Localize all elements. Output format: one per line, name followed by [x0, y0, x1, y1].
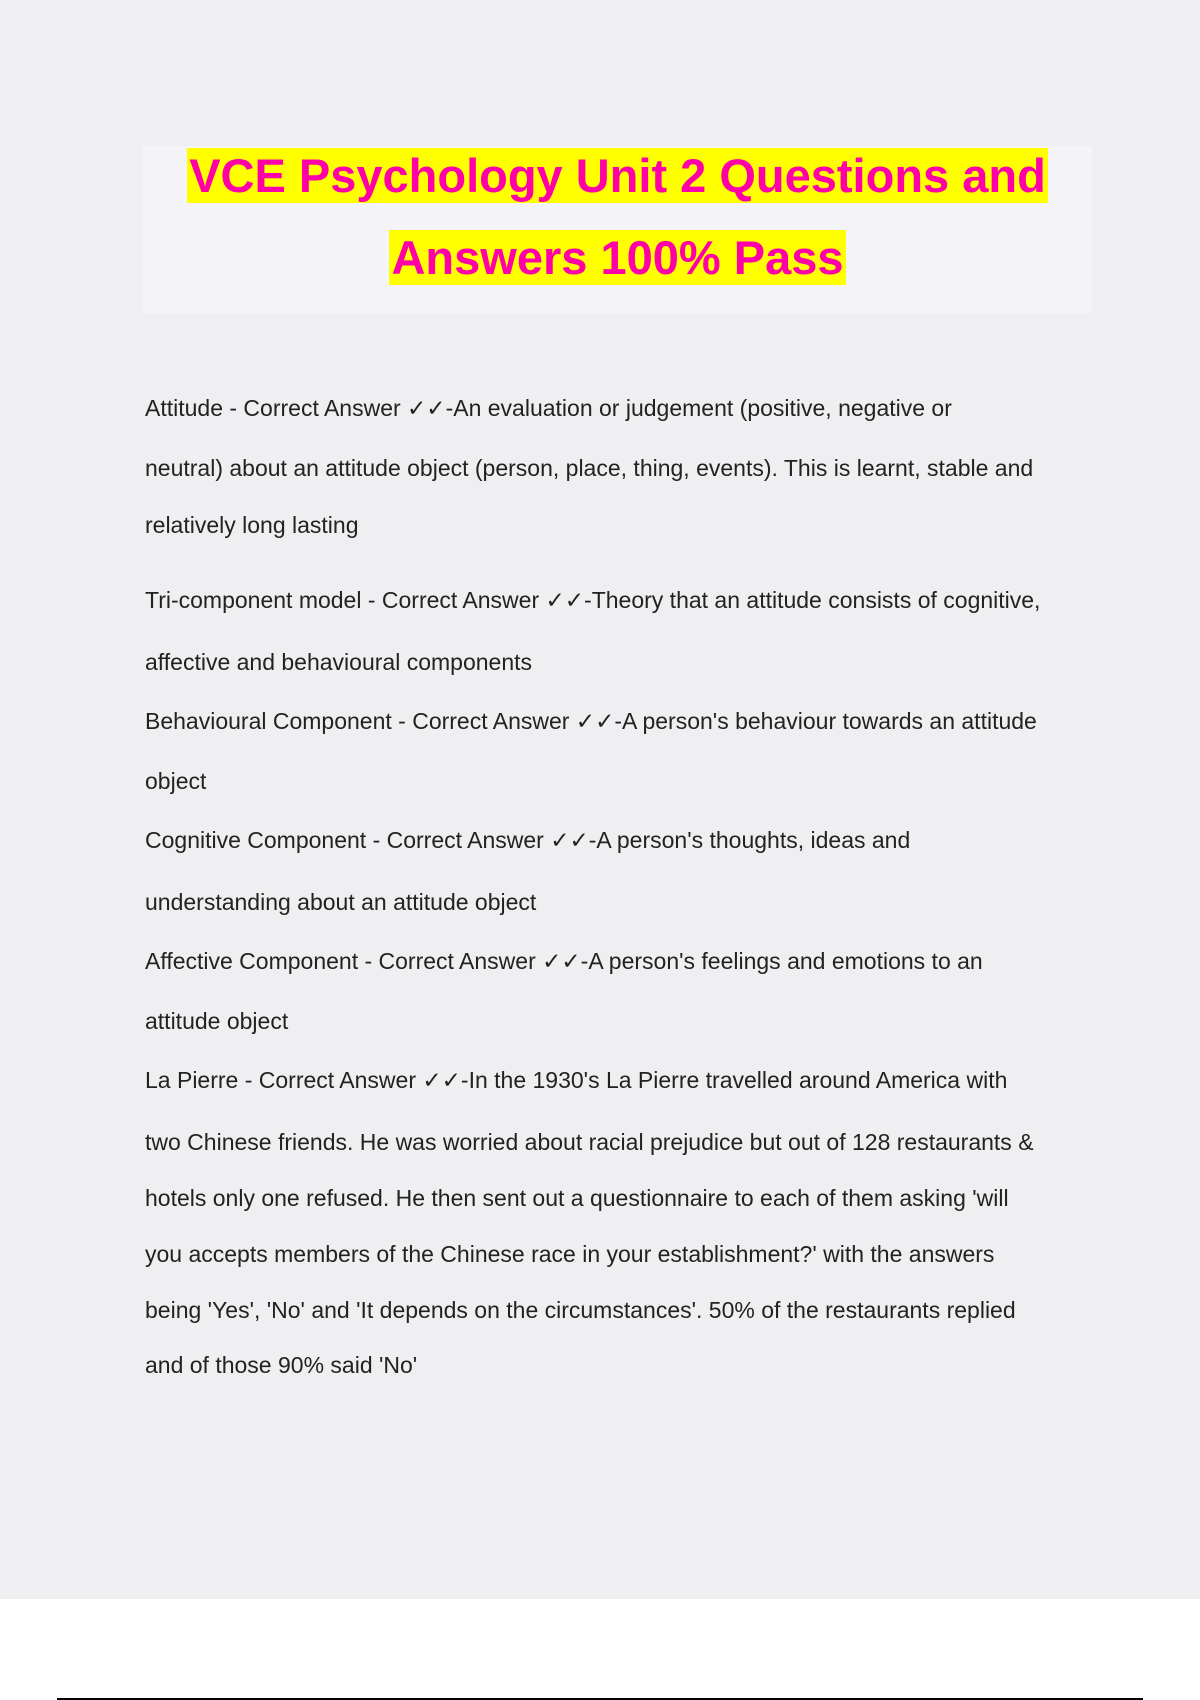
document-title-line-2: Answers 100% Pass [391, 231, 844, 284]
title-block [143, 146, 1092, 313]
entry-tri-component-line-2: affective and behavioural components [145, 649, 533, 675]
entry-cognitive-line-1: Cognitive Component - Correct Answer ✓✓-A person's thoughts, ideas and [145, 827, 911, 853]
entry-tri-component-line-1: Tri-component model - Correct Answer ✓✓-Theory that an attitude consists of cognitive, [145, 587, 1041, 613]
entry-affective-line-1: Affective Component - Correct Answer ✓✓-A person's feelings and emotions to an [145, 948, 983, 974]
entry-affective-line-2: attitude object [145, 1008, 289, 1034]
entry-attitude-line-2: neutral) about an attitude object (person, place, thing, events). This is learnt, stable and [145, 455, 1034, 481]
entry-la-pierre-line-3: hotels only one refused. He then sent out a questionnaire to each of them asking 'will [145, 1185, 1009, 1211]
entry-la-pierre-line-6: and of those 90% said 'No' [145, 1352, 418, 1378]
entry-attitude-line-1: Attitude - Correct Answer ✓✓-An evaluation or judgement (positive, negative or [145, 395, 952, 421]
entry-behavioural-line-2: object [145, 768, 207, 794]
entry-la-pierre-line-4: you accepts members of the Chinese race in your establishment?' with the answers [145, 1241, 995, 1267]
document-title-line-1: VCE Psychology Unit 2 Questions and [189, 149, 1046, 202]
entry-la-pierre-line-1: La Pierre - Correct Answer ✓✓-In the 1930's La Pierre travelled around America with [145, 1067, 1008, 1093]
entry-attitude-line-3: relatively long lasting [145, 512, 359, 538]
entry-la-pierre-line-5: being 'Yes', 'No' and 'It depends on the circumstances'. 50% of the restaurants replied [145, 1297, 1016, 1323]
entry-cognitive-line-2: understanding about an attitude object [145, 889, 537, 915]
entry-behavioural-line-1: Behavioural Component - Correct Answer ✓✓-A person's behaviour towards an attitude [145, 708, 1037, 734]
entry-la-pierre-line-2: two Chinese friends. He was worried about racial prejudice but out of 128 restaurants & [145, 1129, 1034, 1155]
